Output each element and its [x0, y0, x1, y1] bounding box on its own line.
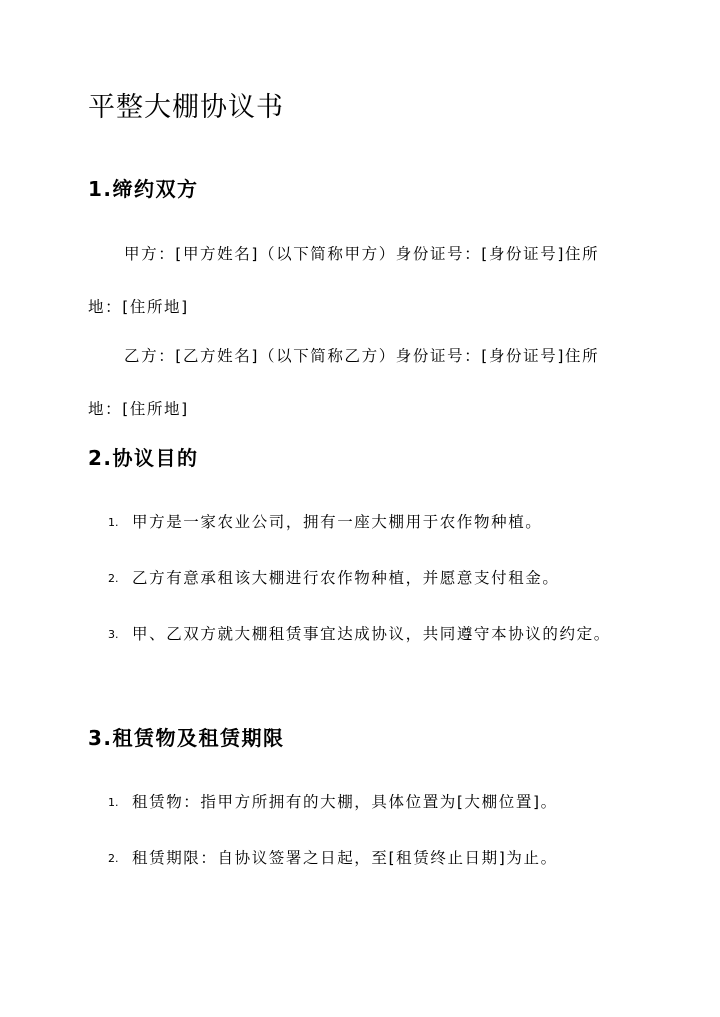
list-item-text: 租赁物：指甲方所拥有的大棚，具体位置为[大棚位置]。: [132, 793, 558, 811]
document-title: 平整大棚协议书: [88, 92, 284, 123]
party-a-paragraph: 甲方：[甲方姓名]（以下简称甲方）身份证号：[身份证号]住所地：[住所地]: [88, 245, 600, 316]
list-item-number: 2.: [108, 572, 119, 585]
list-item: [108, 776, 620, 829]
list-item: [108, 496, 620, 549]
list-item-number: 3.: [108, 628, 119, 641]
list-item-text: 租赁期限：自协议签署之日起，至[租赁终止日期]为止。: [132, 849, 558, 867]
section-heading-purpose: 2.协议目的: [88, 446, 199, 470]
list-item-number: 1.: [108, 516, 119, 529]
section-heading-parties: 1.缔约双方: [88, 177, 199, 201]
party-b-paragraph: 乙方：[乙方姓名]（以下简称乙方）身份证号：[身份证号]住所地：[住所地]: [88, 347, 600, 418]
list-item-text: 甲方是一家农业公司，拥有一座大棚用于农作物种植。: [132, 513, 543, 531]
list-item-text: 乙方有意承租该大棚进行农作物种植，并愿意支付租金。: [132, 569, 560, 587]
list-item: [108, 832, 620, 885]
section-heading-lease: 3.租赁物及租赁期限: [88, 726, 285, 750]
list-item-number: 1.: [108, 796, 119, 809]
list-item-number: 2.: [108, 852, 119, 865]
list-item: [108, 608, 620, 661]
list-item: [108, 552, 620, 605]
list-item-text: 甲、乙双方就大棚租赁事宜达成协议，共同遵守本协议的约定。: [132, 625, 611, 643]
